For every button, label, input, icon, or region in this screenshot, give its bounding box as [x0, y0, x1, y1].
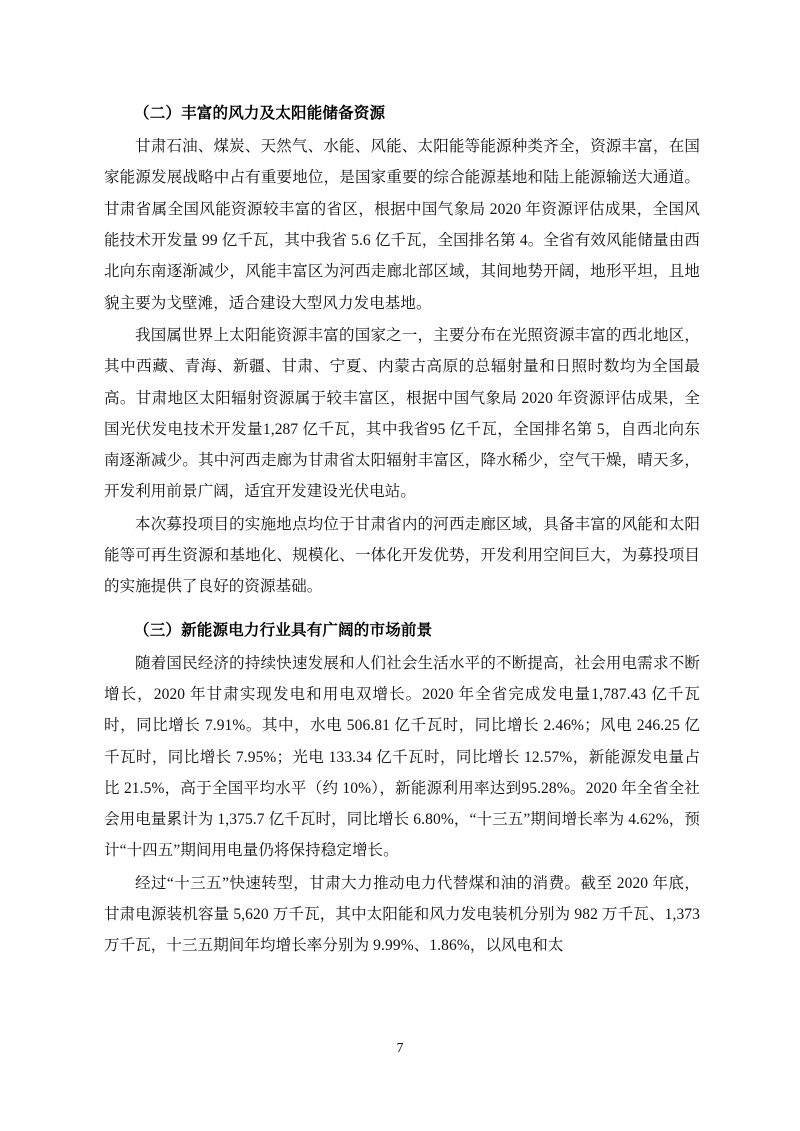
paragraph: 经过“十三五”快速转型，甘肃大力推动电力代替煤和油的消费。截至 2020 年底，甘肃电源装机容量 5,620 万千瓦，其中太阳能和风力发电装机分别为 982 万千瓦、1,373 万千瓦，十三五期间年均增长率分别为 9.99%、1.86%，以风电和太: [104, 874, 700, 955]
paragraph: 本次募投项目的实施地点均位于甘肃省内的河西走廊区域，具备丰富的风能和太阳能等可再生资源和基地化、规模化、一体化开发优势，开发利用空间巨大，为募投项目的实施提供了良好的资源基础。: [104, 515, 700, 596]
section-heading-1: （二）丰富的风力及太阳能储备资源: [134, 105, 386, 122]
page-number: 7: [396, 1040, 404, 1055]
section-heading-2: （三）新能源电力行业具有广阔的市场前景: [134, 621, 433, 639]
page-content: [104, 100, 700, 962]
paragraph: 我国属世界上太阳能资源丰富的国家之一，主要分布在光照资源丰富的西北地区，其中西藏、青海、新疆、甘肃、宁夏、内蒙古高原的总辐射量和日照时数均为全国最高。甘肃地区太阳辐射资源属于较丰富区，根据中国气象局 2020 年资源评估成果，全国光伏发电技术开发量1,287 亿千瓦，其中我省95 亿千瓦，全国排名第 5，自西北向东南逐渐减少。其中河西走廊为甘肃省太阳辐射丰富区，降水稀少，空气干燥，晴天多，开发利用前景广阔，适宜开发建设光伏电站。: [104, 326, 700, 501]
paragraph: 甘肃石油、煤炭、天然气、水能、风能、太阳能等能源种类齐全，资源丰富，在国家能源发展战略中占有重要地位，是国家重要的综合能源基地和陆上能源输送大通道。甘肃省属全国风能资源较丰富的省区，根据中国气象局 2020 年资源评估成果，全国风能技术开发量 99 亿千瓦，其中我省 5.6 亿千瓦，全国排名第 4。全省有效风能储量由西北向东南逐渐减少，风能丰富区为河西走廊北部区域，其间地势开阔，地形平坦，且地貌主要为戈壁滩，适合建设大型风力发电基地。: [104, 138, 700, 312]
paragraph: 随着国民经济的持续快速发展和人们社会生活水平的不断提高，社会用电需求不断增长，2020 年甘肃实现发电和用电双增长。2020 年全省完成发电量1,787.43 亿千瓦时，同比增长 7.91%。其中，水电 506.81 亿千瓦时，同比增长 2.46%；风电 246.25 亿千瓦时，同比增长 7.95%；光电 133.34 亿千瓦时，同比增长 12.57%，新能源发电量占比 21.5%，高于全国平均水平（约 10%），新能源利用率达到95.28%。2020 年全省全社会用电量累计为 1,375.7 亿千瓦时，同比增长 6.80%，“十三五”期间增长率为 4.62%，预计“十四五”期间用电量仍将保持稳定增长。: [104, 654, 700, 860]
